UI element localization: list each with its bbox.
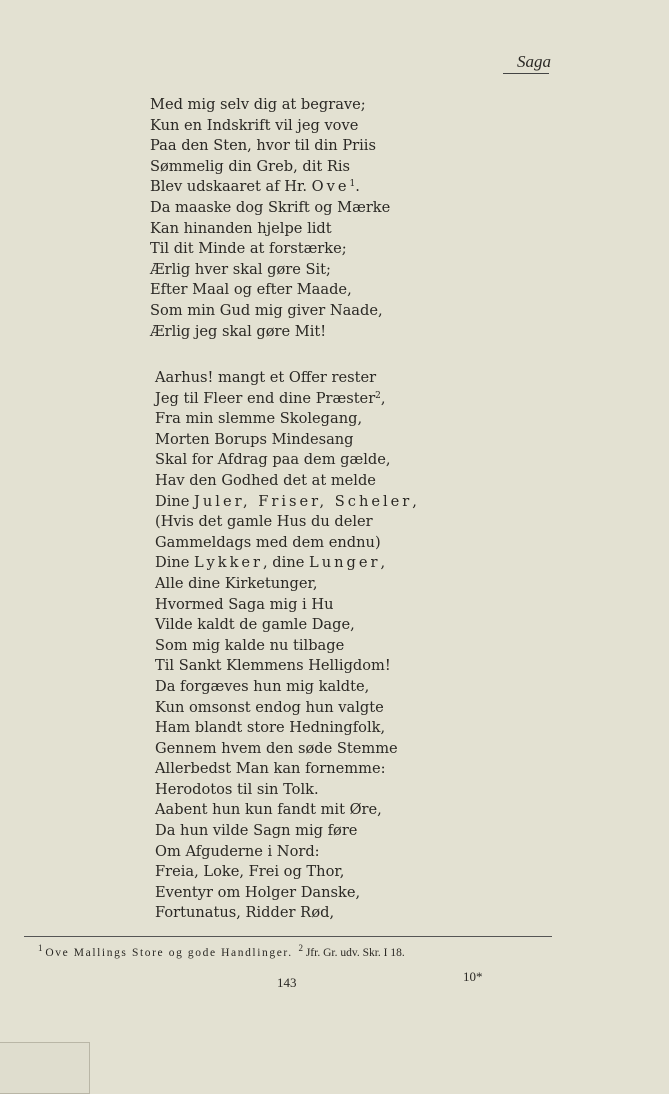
verse-text: , (380, 389, 386, 407)
verse-line: Til dit Minde at forstærke; (150, 240, 347, 258)
spaced-name: Juler, Friser, Scheler (194, 492, 413, 510)
verse-line: Kun en Indskrift vil jeg vove (150, 116, 359, 134)
verse-line: Gammeldags med dem endnu) (155, 533, 381, 551)
verse-line: Herodotos til sin Tolk. (155, 780, 319, 798)
verse-line: Allerbedst Man kan fornemme: (155, 760, 386, 778)
verse-line: Aabent hun kun fandt mit Øre, (155, 801, 382, 819)
verse-line: Da forgæves hun mig kaldte, (155, 677, 370, 695)
footnote-2: Jfr. Gr. udv. Skr. I 18. (305, 947, 405, 959)
spaced-name: Lykker (194, 554, 264, 572)
verse-text: , dine (263, 554, 309, 572)
verse-text: Dine (155, 554, 195, 572)
verse-line: Ærlig jeg skal gøre Mit! (150, 322, 327, 340)
footnote-divider (24, 936, 552, 937)
verse-text: Blev udskaaret af Hr. (150, 178, 312, 196)
verse-line (155, 389, 417, 410)
verse-line: Freia, Loke, Frei og Thor, (155, 863, 345, 881)
verse-line: Alle dine Kirketunger, (155, 574, 318, 592)
verse-line (155, 492, 417, 513)
verse-line: Som mig kalde nu tilbage (155, 636, 345, 654)
verse-text: , (380, 554, 386, 572)
footnote-ref: 1 (349, 179, 356, 190)
spaced-name: Lunger (309, 554, 381, 572)
verse-line (150, 177, 390, 198)
verse-line: Som min Gud mig giver Naade, (150, 301, 383, 319)
verse-line: Ærlig hver skal gøre Sit; (150, 260, 331, 278)
verse-line: (Hvis det gamle Hus du deler (155, 513, 373, 531)
verse-line: Kan hinanden hjelpe lidt (150, 219, 332, 237)
verse-line: Fortunatus, Ridder Rød, (155, 904, 335, 922)
verse-line: Hav den Godhed det at melde (155, 471, 376, 489)
verse-line: Da hun vilde Sagn mig føre (155, 822, 358, 840)
spaced-name: Ove (311, 178, 350, 196)
verse-line: Til Sankt Klemmens Helligdom! (155, 657, 391, 675)
verse-text: Dine (155, 492, 195, 510)
footnote-marker-2: 2 (298, 943, 303, 953)
verse-line: Kun omsonst endog hun valgte (155, 698, 384, 716)
verse-line: Vilde kaldt de gamle Dage, (155, 616, 355, 634)
verse-line: Efter Maal og efter Maade, (150, 281, 352, 299)
verse-line: Ham blandt store Hedningfolk, (155, 719, 386, 737)
page-number: 143 (277, 975, 297, 990)
stanza-1 (150, 95, 390, 342)
verse-line: Gennem hvem den søde Stemme (155, 739, 398, 757)
verse-line: Sømmelig din Greb, dit Ris (150, 157, 351, 175)
footnote-1: Ove Mallings Store og gode Handlinger. (45, 947, 293, 959)
running-header: Saga (517, 52, 551, 71)
verse-line: Aarhus! mangt et Offer rester (155, 369, 377, 386)
verse-line: Om Afguderne i Nord: (155, 842, 320, 860)
footnotes (38, 943, 405, 959)
verse-line: Da maaske dog Skrift og Mærke (150, 198, 391, 216)
verse-line: Med mig selv dig at begrave; (150, 96, 366, 113)
verse-text: , (412, 492, 417, 510)
verse-text: . (355, 178, 360, 196)
verse-line: Paa den Sten, hvor til din Priis (150, 137, 376, 155)
signature-mark: 10* (463, 969, 483, 984)
footnote-ref: 2 (375, 390, 381, 401)
verse-line (155, 553, 417, 574)
verse-line: Eventyr om Holger Danske, (155, 883, 361, 901)
verse-line: Skal for Afdrag paa dem gælde, (155, 451, 391, 469)
verse-line: Hvormed Saga mig i Hu (155, 595, 334, 613)
verse-line: Morten Borups Mindesang (155, 430, 354, 448)
footnote-marker-1: 1 (38, 943, 43, 953)
header-underline (503, 73, 549, 74)
verse-line: Fra min slemme Skolegang, (155, 410, 363, 428)
verse-text: Jeg til Fleer end dine Præster (155, 389, 376, 407)
stanza-2 (155, 368, 417, 924)
